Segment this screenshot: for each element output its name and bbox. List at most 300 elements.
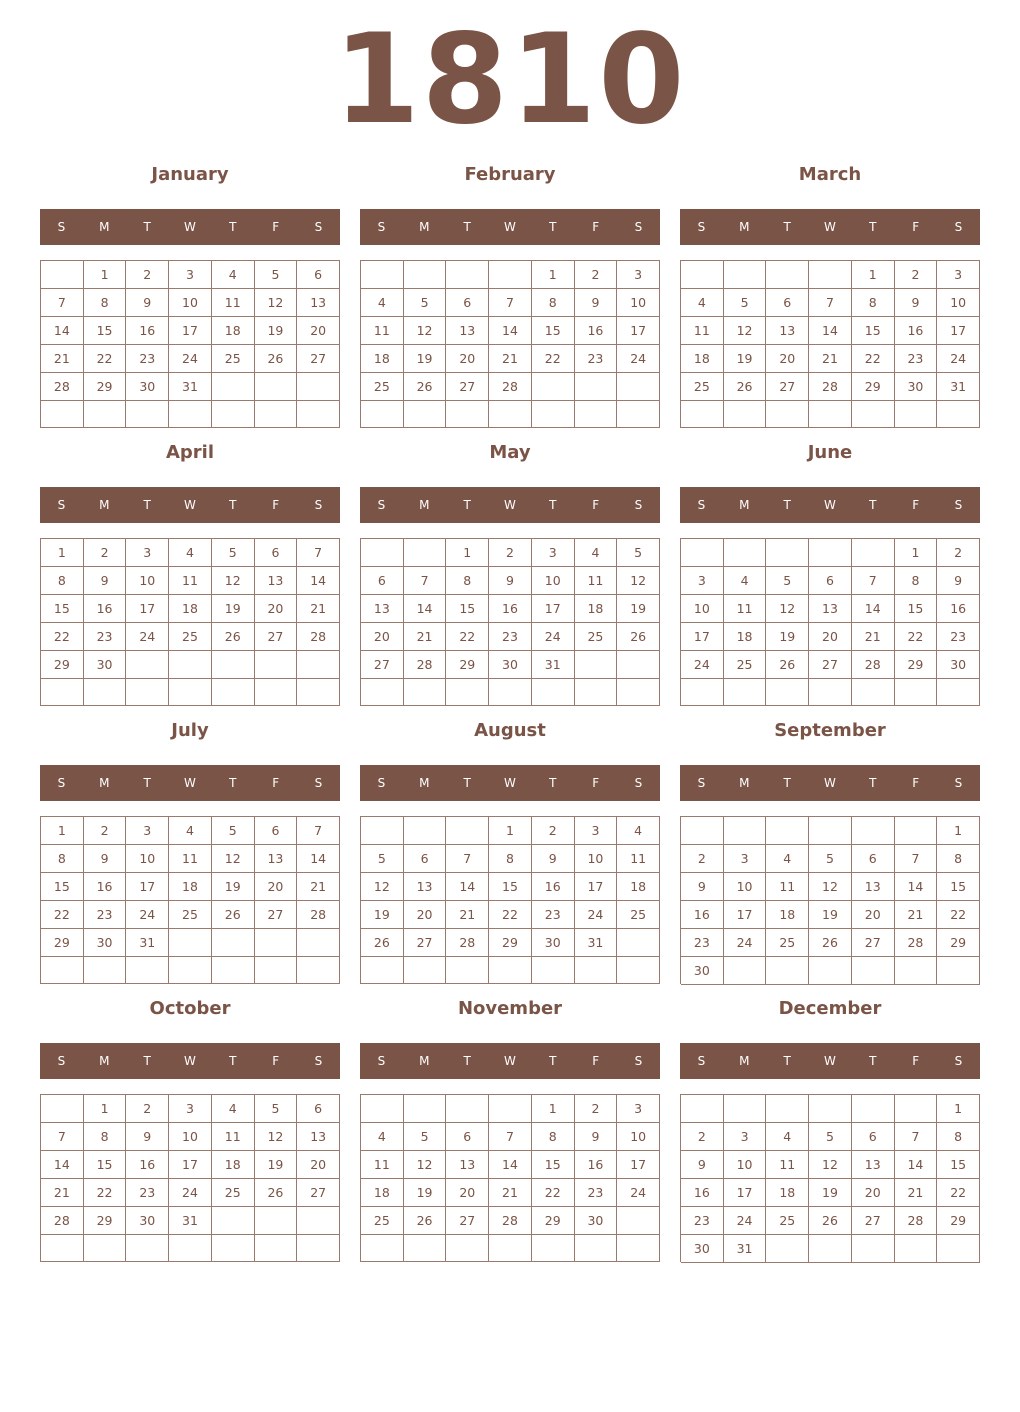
- weekday-label: T: [549, 220, 557, 234]
- day-cell: 23: [895, 345, 938, 373]
- day-cell: 12: [617, 567, 660, 595]
- empty-cell: [809, 401, 852, 428]
- day-cell: 31: [126, 929, 169, 957]
- day-cell: 10: [532, 567, 575, 595]
- day-cell: 21: [809, 345, 852, 373]
- day-cell: 9: [489, 567, 532, 595]
- day-cell: 24: [617, 345, 660, 373]
- empty-cell: [681, 817, 724, 845]
- empty-cell: [212, 679, 255, 706]
- day-cell: 15: [937, 1151, 980, 1179]
- day-cell: 23: [126, 1179, 169, 1207]
- day-cell: 28: [809, 373, 852, 401]
- weekday-label: W: [824, 776, 836, 790]
- day-cell: 11: [169, 567, 212, 595]
- weekday-label: T: [783, 776, 791, 790]
- weekday-header: [680, 765, 980, 801]
- day-cell: 31: [724, 1235, 767, 1263]
- day-cell: 18: [617, 873, 660, 901]
- day-cell: 5: [404, 289, 447, 317]
- empty-cell: [852, 679, 895, 706]
- empty-cell: [895, 679, 938, 706]
- day-cell: 5: [404, 1123, 447, 1151]
- empty-cell: [681, 539, 724, 567]
- day-cell: 15: [852, 317, 895, 345]
- day-cell: 22: [937, 901, 980, 929]
- weekday-label: T: [463, 1054, 471, 1068]
- empty-cell: [404, 957, 447, 984]
- month-title: September: [774, 720, 886, 741]
- day-cell: 22: [41, 623, 84, 651]
- empty-cell: [766, 401, 809, 428]
- day-cell: 11: [212, 289, 255, 317]
- day-cell: 22: [489, 901, 532, 929]
- empty-cell: [575, 1235, 618, 1262]
- weekday-label: T: [463, 498, 471, 512]
- empty-cell: [361, 1235, 404, 1262]
- empty-cell: [84, 401, 127, 428]
- day-cell: 14: [895, 1151, 938, 1179]
- weekday-label: T: [549, 776, 557, 790]
- day-cell: 9: [575, 289, 618, 317]
- day-cell: 6: [766, 289, 809, 317]
- day-cell: 27: [404, 929, 447, 957]
- month-title: December: [778, 998, 882, 1019]
- day-cell: 5: [809, 845, 852, 873]
- empty-cell: [212, 373, 255, 401]
- weekday-header: [360, 209, 660, 245]
- day-cell: 19: [361, 901, 404, 929]
- empty-cell: [446, 957, 489, 984]
- weekday-label: T: [229, 498, 237, 512]
- empty-cell: [852, 1095, 895, 1123]
- empty-cell: [255, 1207, 298, 1235]
- empty-cell: [212, 957, 255, 984]
- day-cell: 20: [255, 873, 298, 901]
- day-cell: 19: [766, 623, 809, 651]
- day-cell: 12: [766, 595, 809, 623]
- weekday-header: [680, 209, 980, 245]
- empty-cell: [617, 1207, 660, 1235]
- day-cell: 13: [446, 1151, 489, 1179]
- day-cell: 5: [766, 567, 809, 595]
- day-cell: 27: [255, 623, 298, 651]
- day-cell: 3: [126, 817, 169, 845]
- day-cell: 2: [84, 539, 127, 567]
- weekday-label: W: [824, 1054, 836, 1068]
- empty-cell: [297, 651, 340, 679]
- day-cell: 28: [489, 373, 532, 401]
- day-cell: 9: [575, 1123, 618, 1151]
- weekday-label: S: [697, 498, 706, 512]
- empty-cell: [404, 679, 447, 706]
- day-cell: 20: [766, 345, 809, 373]
- day-cell: 28: [404, 651, 447, 679]
- empty-cell: [895, 957, 938, 985]
- empty-cell: [212, 1235, 255, 1262]
- day-cell: 6: [852, 1123, 895, 1151]
- weekday-label: M: [419, 1054, 430, 1068]
- day-cell: 13: [852, 1151, 895, 1179]
- day-cell: 29: [937, 1207, 980, 1235]
- day-cell: 18: [575, 595, 618, 623]
- empty-cell: [41, 1235, 84, 1262]
- day-cell: 17: [169, 1151, 212, 1179]
- day-grid: [40, 816, 340, 984]
- day-cell: 29: [895, 651, 938, 679]
- day-cell: 31: [532, 651, 575, 679]
- empty-cell: [766, 817, 809, 845]
- day-cell: 23: [575, 345, 618, 373]
- day-cell: 4: [575, 539, 618, 567]
- empty-cell: [361, 957, 404, 984]
- day-cell: 7: [41, 289, 84, 317]
- month-title: October: [149, 998, 231, 1019]
- day-cell: 8: [895, 567, 938, 595]
- empty-cell: [297, 1207, 340, 1235]
- empty-cell: [41, 679, 84, 706]
- empty-cell: [895, 401, 938, 428]
- day-cell: 23: [532, 901, 575, 929]
- weekday-label: S: [377, 776, 386, 790]
- day-cell: 16: [937, 595, 980, 623]
- day-grid: [680, 538, 980, 706]
- day-cell: 26: [212, 623, 255, 651]
- empty-cell: [575, 401, 618, 428]
- month-title: March: [798, 164, 862, 185]
- day-cell: 15: [446, 595, 489, 623]
- day-cell: 19: [809, 901, 852, 929]
- empty-cell: [361, 261, 404, 289]
- day-cell: 4: [617, 817, 660, 845]
- empty-cell: [532, 679, 575, 706]
- day-grid: [680, 816, 980, 984]
- empty-cell: [84, 679, 127, 706]
- day-cell: 11: [361, 1151, 404, 1179]
- weekday-label: T: [143, 776, 151, 790]
- day-cell: 27: [852, 1207, 895, 1235]
- day-cell: 19: [617, 595, 660, 623]
- day-cell: 3: [169, 1095, 212, 1123]
- day-cell: 21: [297, 595, 340, 623]
- day-cell: 19: [212, 873, 255, 901]
- day-cell: 22: [446, 623, 489, 651]
- day-cell: 11: [766, 873, 809, 901]
- day-cell: 10: [617, 289, 660, 317]
- weekday-label: M: [99, 498, 110, 512]
- weekday-label: S: [634, 498, 643, 512]
- day-cell: 7: [809, 289, 852, 317]
- day-cell: 3: [617, 1095, 660, 1123]
- day-cell: 3: [575, 817, 618, 845]
- empty-cell: [255, 957, 298, 984]
- empty-cell: [724, 261, 767, 289]
- day-cell: 12: [212, 567, 255, 595]
- day-cell: 17: [169, 317, 212, 345]
- day-cell: 12: [809, 873, 852, 901]
- empty-cell: [297, 957, 340, 984]
- day-cell: 2: [937, 539, 980, 567]
- day-cell: 28: [297, 901, 340, 929]
- day-grid: [360, 816, 660, 984]
- day-cell: 28: [41, 373, 84, 401]
- weekday-label: M: [99, 776, 110, 790]
- day-cell: 25: [212, 345, 255, 373]
- weekday-label: W: [824, 498, 836, 512]
- day-cell: 9: [937, 567, 980, 595]
- day-cell: 17: [681, 623, 724, 651]
- empty-cell: [169, 651, 212, 679]
- empty-cell: [724, 679, 767, 706]
- day-cell: 30: [575, 1207, 618, 1235]
- day-cell: 28: [489, 1207, 532, 1235]
- day-cell: 27: [361, 651, 404, 679]
- day-cell: 23: [84, 623, 127, 651]
- empty-cell: [126, 679, 169, 706]
- day-cell: 4: [361, 1123, 404, 1151]
- weekday-label: S: [377, 498, 386, 512]
- day-cell: 1: [41, 817, 84, 845]
- empty-cell: [169, 401, 212, 428]
- empty-cell: [681, 401, 724, 428]
- weekday-label: W: [504, 498, 516, 512]
- empty-cell: [255, 651, 298, 679]
- day-cell: 1: [895, 539, 938, 567]
- day-cell: 22: [532, 345, 575, 373]
- day-cell: 25: [169, 623, 212, 651]
- day-cell: 1: [532, 261, 575, 289]
- day-cell: 21: [41, 1179, 84, 1207]
- day-grid: [360, 1094, 660, 1262]
- empty-cell: [255, 929, 298, 957]
- day-cell: 24: [532, 623, 575, 651]
- day-cell: 2: [575, 1095, 618, 1123]
- empty-cell: [361, 539, 404, 567]
- day-cell: 20: [852, 1179, 895, 1207]
- empty-cell: [895, 1095, 938, 1123]
- day-cell: 21: [489, 345, 532, 373]
- empty-cell: [297, 373, 340, 401]
- weekday-label: W: [504, 1054, 516, 1068]
- month-title: January: [151, 164, 229, 185]
- day-cell: 26: [724, 373, 767, 401]
- empty-cell: [361, 401, 404, 428]
- day-cell: 13: [404, 873, 447, 901]
- empty-cell: [852, 401, 895, 428]
- day-cell: 14: [489, 1151, 532, 1179]
- day-cell: 21: [895, 901, 938, 929]
- empty-cell: [937, 679, 980, 706]
- empty-cell: [41, 1095, 84, 1123]
- day-cell: 2: [681, 1123, 724, 1151]
- empty-cell: [681, 679, 724, 706]
- day-cell: 1: [84, 1095, 127, 1123]
- day-cell: 15: [84, 1151, 127, 1179]
- day-cell: 7: [852, 567, 895, 595]
- weekday-label: F: [272, 776, 280, 790]
- day-cell: 23: [681, 929, 724, 957]
- day-cell: 31: [575, 929, 618, 957]
- day-cell: 11: [169, 845, 212, 873]
- day-cell: 17: [575, 873, 618, 901]
- day-cell: 19: [404, 345, 447, 373]
- day-cell: 9: [681, 873, 724, 901]
- day-cell: 26: [404, 373, 447, 401]
- day-cell: 10: [126, 845, 169, 873]
- day-cell: 12: [404, 1151, 447, 1179]
- day-cell: 6: [255, 539, 298, 567]
- day-cell: 18: [766, 1179, 809, 1207]
- day-cell: 27: [297, 345, 340, 373]
- empty-cell: [126, 957, 169, 984]
- empty-cell: [532, 373, 575, 401]
- day-cell: 18: [212, 317, 255, 345]
- day-cell: 7: [895, 1123, 938, 1151]
- empty-cell: [575, 679, 618, 706]
- empty-cell: [766, 1235, 809, 1263]
- weekday-header: [360, 487, 660, 523]
- empty-cell: [84, 957, 127, 984]
- day-cell: 18: [361, 1179, 404, 1207]
- day-cell: 11: [361, 317, 404, 345]
- day-cell: 19: [809, 1179, 852, 1207]
- day-cell: 14: [446, 873, 489, 901]
- weekday-label: M: [739, 776, 750, 790]
- empty-cell: [297, 1235, 340, 1262]
- weekday-label: F: [592, 776, 600, 790]
- empty-cell: [361, 817, 404, 845]
- day-cell: 4: [724, 567, 767, 595]
- day-cell: 30: [126, 1207, 169, 1235]
- day-cell: 10: [937, 289, 980, 317]
- day-cell: 26: [809, 1207, 852, 1235]
- day-cell: 16: [489, 595, 532, 623]
- weekday-label: T: [869, 1054, 877, 1068]
- day-cell: 15: [84, 317, 127, 345]
- day-cell: 6: [809, 567, 852, 595]
- month-title: April: [165, 442, 215, 463]
- weekday-label: S: [377, 220, 386, 234]
- day-cell: 30: [126, 373, 169, 401]
- day-cell: 7: [41, 1123, 84, 1151]
- day-cell: 21: [404, 623, 447, 651]
- weekday-label: F: [592, 1054, 600, 1068]
- day-cell: 26: [404, 1207, 447, 1235]
- day-cell: 24: [575, 901, 618, 929]
- empty-cell: [937, 401, 980, 428]
- day-cell: 3: [937, 261, 980, 289]
- weekday-label: S: [634, 776, 643, 790]
- day-cell: 11: [212, 1123, 255, 1151]
- day-cell: 9: [126, 289, 169, 317]
- empty-cell: [41, 957, 84, 984]
- day-cell: 1: [489, 817, 532, 845]
- day-cell: 3: [617, 261, 660, 289]
- weekday-label: F: [912, 220, 920, 234]
- day-cell: 18: [361, 345, 404, 373]
- day-cell: 6: [297, 261, 340, 289]
- weekday-label: M: [739, 1054, 750, 1068]
- day-cell: 2: [532, 817, 575, 845]
- empty-cell: [575, 957, 618, 984]
- empty-cell: [169, 679, 212, 706]
- day-cell: 18: [681, 345, 724, 373]
- day-cell: 10: [617, 1123, 660, 1151]
- day-cell: 28: [852, 651, 895, 679]
- day-cell: 16: [84, 595, 127, 623]
- empty-cell: [41, 261, 84, 289]
- day-cell: 2: [126, 261, 169, 289]
- day-cell: 2: [681, 845, 724, 873]
- day-cell: 22: [84, 1179, 127, 1207]
- day-cell: 29: [84, 1207, 127, 1235]
- day-cell: 24: [617, 1179, 660, 1207]
- day-cell: 23: [575, 1179, 618, 1207]
- day-cell: 30: [681, 1235, 724, 1263]
- day-cell: 8: [41, 845, 84, 873]
- weekday-label: T: [783, 1054, 791, 1068]
- day-cell: 9: [84, 567, 127, 595]
- day-cell: 25: [617, 901, 660, 929]
- day-cell: 25: [766, 929, 809, 957]
- empty-cell: [126, 651, 169, 679]
- weekday-label: M: [419, 776, 430, 790]
- day-cell: 3: [724, 1123, 767, 1151]
- month-title: November: [457, 998, 563, 1019]
- day-cell: 9: [532, 845, 575, 873]
- day-cell: 8: [937, 1123, 980, 1151]
- empty-cell: [809, 817, 852, 845]
- empty-cell: [809, 957, 852, 985]
- day-cell: 21: [895, 1179, 938, 1207]
- day-cell: 22: [41, 901, 84, 929]
- day-cell: 9: [84, 845, 127, 873]
- day-cell: 9: [895, 289, 938, 317]
- day-cell: 25: [212, 1179, 255, 1207]
- day-cell: 21: [41, 345, 84, 373]
- empty-cell: [809, 1235, 852, 1263]
- day-cell: 27: [809, 651, 852, 679]
- weekday-label: F: [272, 498, 280, 512]
- empty-cell: [404, 1095, 447, 1123]
- day-cell: 24: [126, 901, 169, 929]
- weekday-header: [40, 209, 340, 245]
- weekday-label: T: [143, 498, 151, 512]
- day-cell: 25: [766, 1207, 809, 1235]
- day-cell: 21: [489, 1179, 532, 1207]
- empty-cell: [724, 401, 767, 428]
- day-cell: 10: [724, 1151, 767, 1179]
- day-cell: 8: [446, 567, 489, 595]
- empty-cell: [617, 373, 660, 401]
- day-cell: 29: [84, 373, 127, 401]
- day-cell: 19: [212, 595, 255, 623]
- weekday-header: [360, 1043, 660, 1079]
- weekday-label: W: [504, 220, 516, 234]
- day-cell: 6: [852, 845, 895, 873]
- day-cell: 9: [681, 1151, 724, 1179]
- empty-cell: [489, 679, 532, 706]
- day-cell: 16: [126, 317, 169, 345]
- weekday-label: S: [57, 1054, 66, 1068]
- day-cell: 12: [255, 289, 298, 317]
- day-cell: 14: [489, 317, 532, 345]
- weekday-header: [40, 765, 340, 801]
- empty-cell: [852, 817, 895, 845]
- day-cell: 7: [895, 845, 938, 873]
- day-cell: 3: [681, 567, 724, 595]
- weekday-label: T: [869, 498, 877, 512]
